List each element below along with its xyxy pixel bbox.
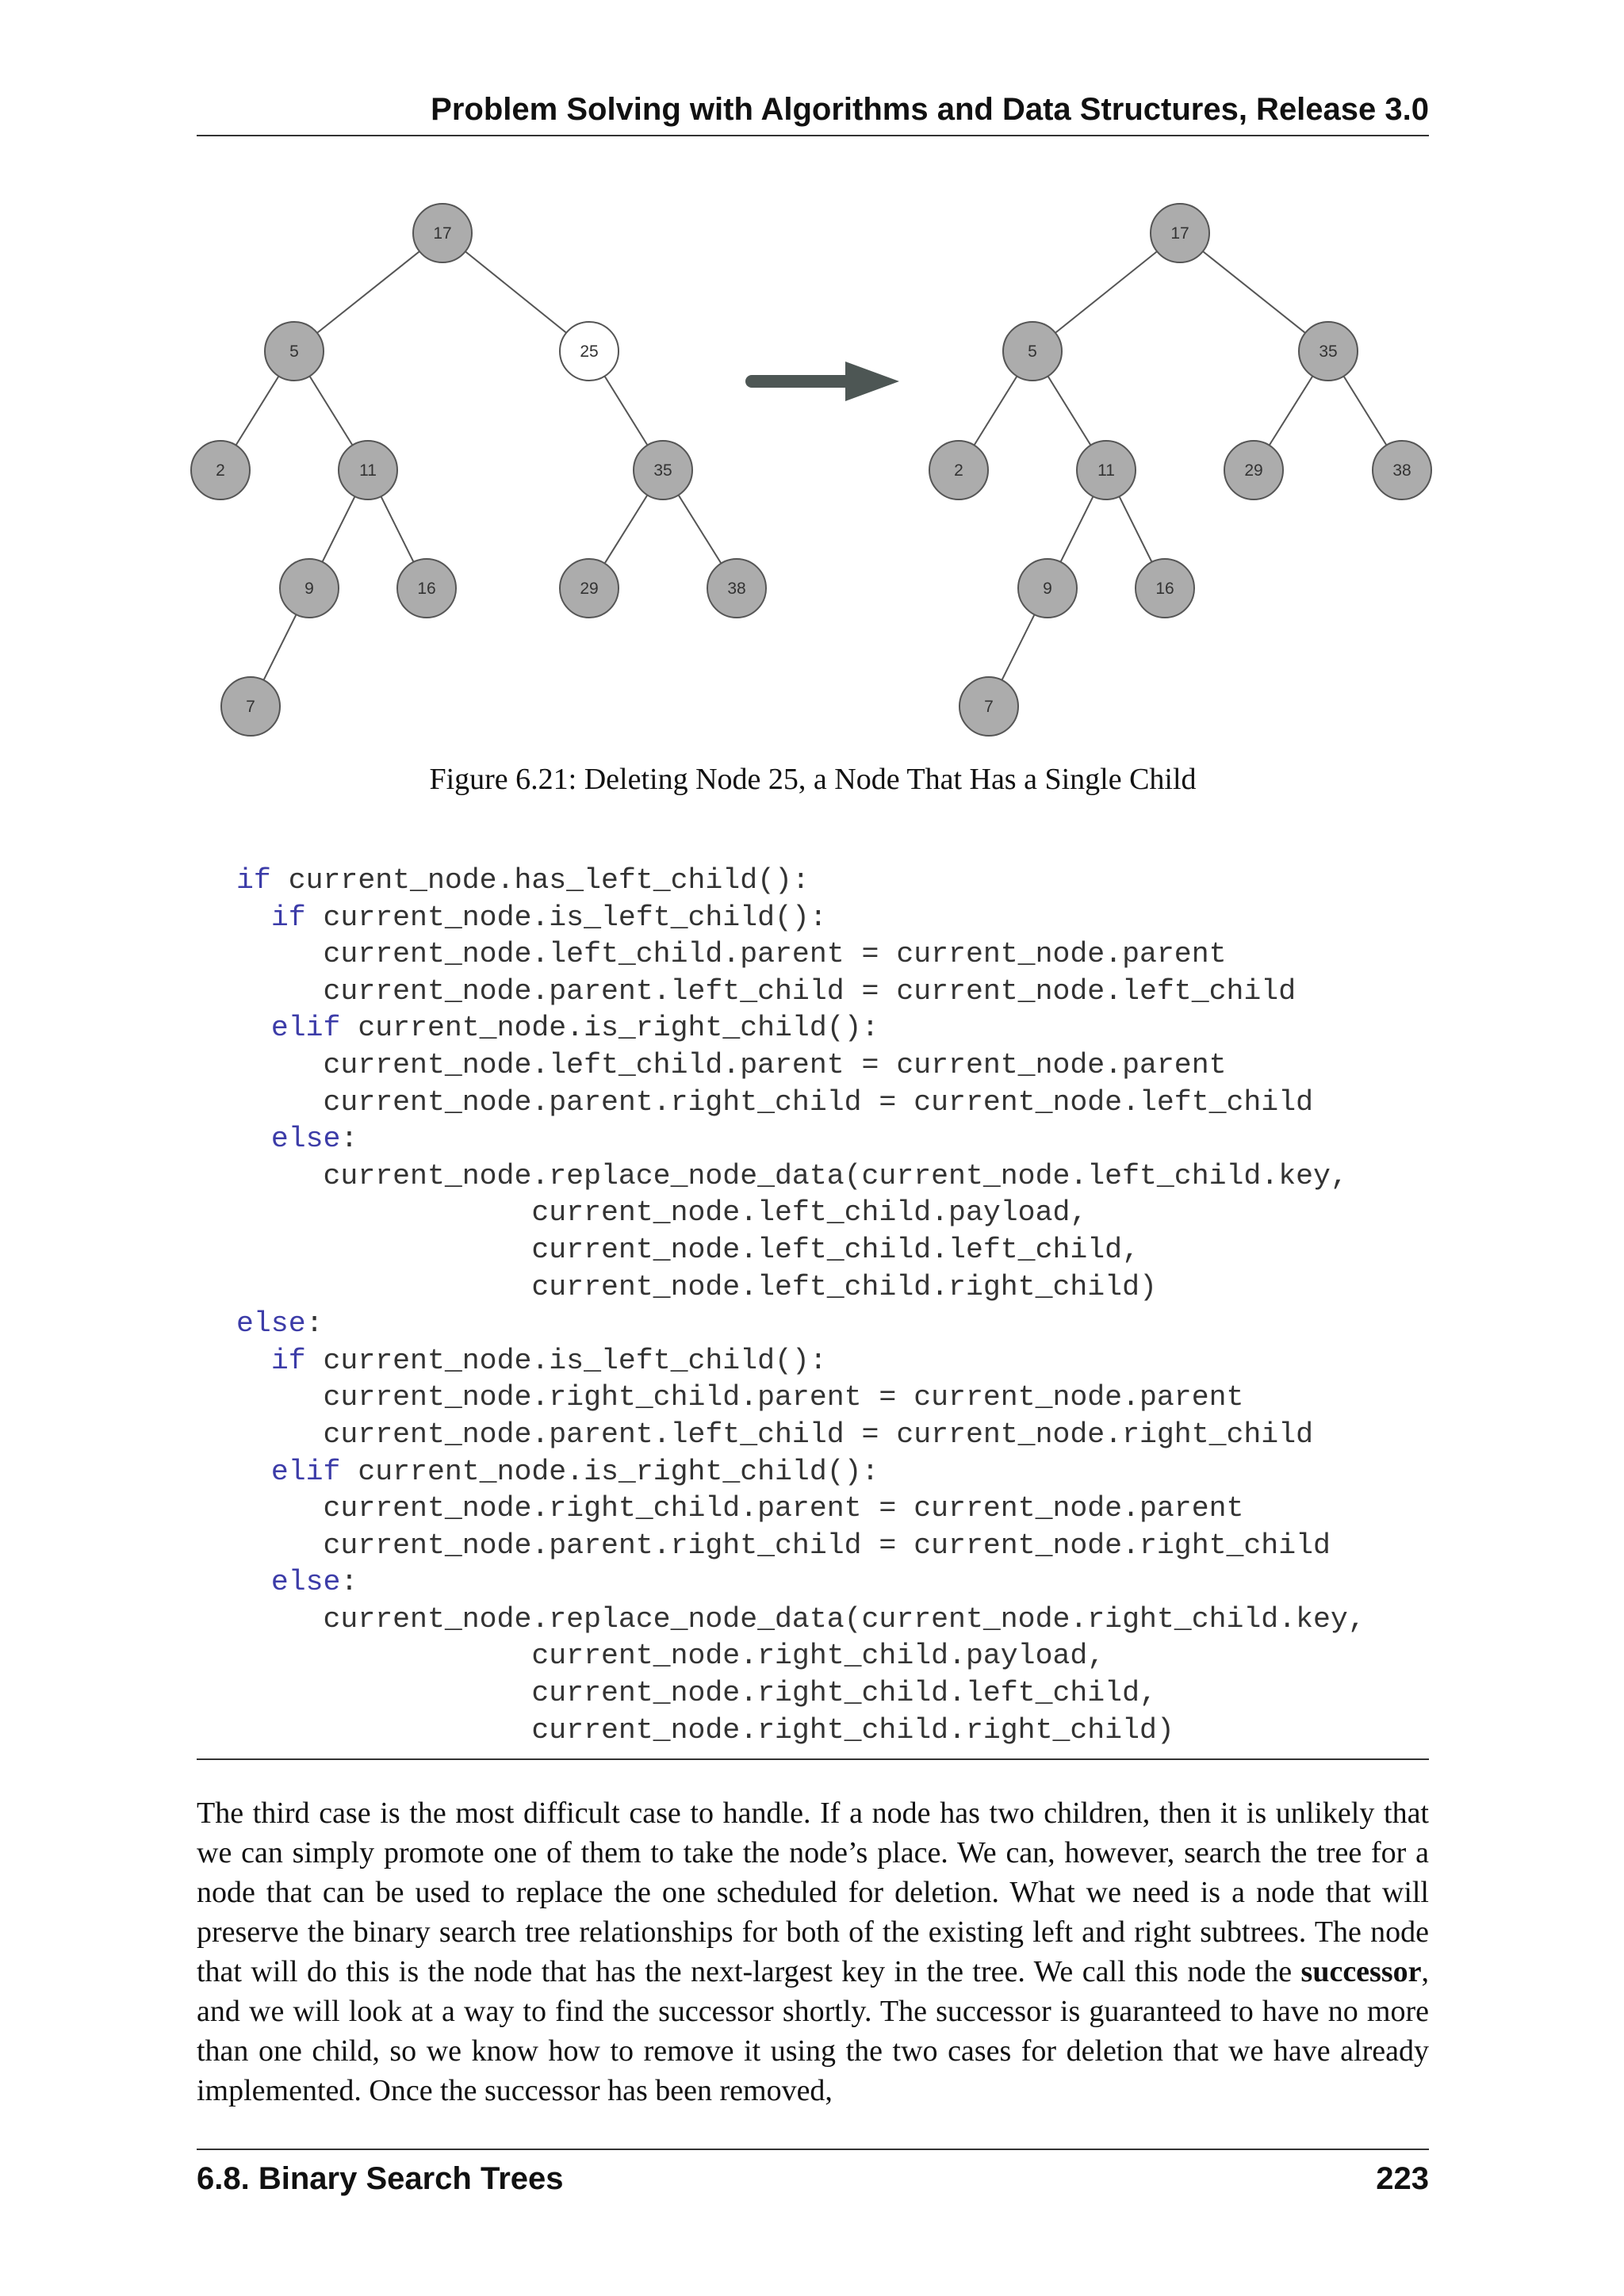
tree-node — [221, 677, 280, 736]
code-bottom-rule — [197, 1758, 1429, 1760]
code-line: elif current_node.is_right_child(): — [270, 1455, 879, 1488]
code-line: else: — [270, 1566, 358, 1599]
code-line: current_node.right_child.right_child) — [236, 1713, 1174, 1747]
node-label: 17 — [433, 224, 452, 243]
after-tree — [929, 204, 1431, 736]
tree-node — [339, 441, 397, 499]
header-rule — [197, 135, 1429, 136]
body-paragraph — [197, 1793, 1429, 2110]
code-block — [236, 863, 1365, 1749]
tree-node — [634, 441, 692, 499]
node-label: 2 — [954, 461, 963, 480]
tree-node — [1151, 204, 1209, 262]
deleted-node — [560, 322, 619, 381]
tree-node — [707, 559, 766, 618]
node-label: 7 — [984, 698, 994, 716]
tree-node — [929, 441, 988, 499]
tree-node — [1299, 322, 1358, 381]
code-keyword: else — [236, 1307, 306, 1341]
code-keyword: else — [270, 1123, 341, 1156]
footer-rule — [197, 2149, 1429, 2150]
paragraph-text: The third case is the most difficult case to handle. If a node has two children, then it is unlikely that we can simply promote one of them to take the node’s place. We can, however, search the tree for a node that can be used to replace the one scheduled for deletion. What we need is a node that will preserve the binary search tree relationships for both of the existing left and right subtrees. The node that will do this is the node that has the next-largest key in the tree. We call this node the — [197, 1797, 1429, 1988]
code-line: current_node.right_child.parent = current_node.parent — [236, 1381, 1244, 1414]
code-keyword: elif — [270, 1455, 341, 1488]
tree-node — [1018, 559, 1077, 618]
code-line: else: — [236, 1307, 324, 1341]
node-label: 29 — [580, 580, 599, 598]
node-label: 38 — [1392, 461, 1411, 480]
tree-node — [1373, 441, 1431, 499]
page-number: 223 — [1376, 2161, 1429, 2196]
tree-node — [397, 559, 456, 618]
bst-deletion-figure — [174, 190, 1459, 745]
tree-node — [191, 441, 250, 499]
arrow-icon — [752, 362, 899, 401]
tree-node — [265, 322, 324, 381]
node-label: 5 — [289, 342, 299, 361]
node-label: 16 — [417, 580, 436, 598]
node-label: 11 — [359, 461, 377, 480]
running-header: Problem Solving with Algorithms and Data Structures, Release 3.0 — [431, 92, 1429, 127]
node-label: 7 — [246, 698, 255, 716]
node-label: 35 — [1319, 342, 1338, 361]
node-label: 9 — [1043, 580, 1052, 598]
code-line: else: — [270, 1123, 358, 1156]
code-line: current_node.parent.right_child = current_node.left_child — [236, 1085, 1314, 1119]
tree-node — [1077, 441, 1136, 499]
paragraph-text: , and we will look at a way to find the successor shortly. The successor is guaranteed to have no more than one child, so we know how to remove it using the two cases for deletion that we have already implemented. Once the successor has been removed, — [197, 1955, 1429, 2107]
node-label: 16 — [1155, 580, 1174, 598]
code-line: current_node.left_child.left_child, — [236, 1233, 1139, 1266]
tree-node — [1224, 441, 1283, 499]
code-keyword: else — [270, 1566, 341, 1599]
code-line: if current_node.is_left_child(): — [270, 1344, 827, 1377]
code-line: current_node.right_child.parent = current_node.parent — [236, 1492, 1244, 1525]
code-line: current_node.replace_node_data(current_node.right_child.key, — [236, 1602, 1365, 1636]
node-label: 11 — [1097, 461, 1115, 480]
tree-node — [1003, 322, 1062, 381]
node-label: 38 — [727, 580, 746, 598]
term-successor: successor — [1300, 1955, 1422, 1988]
code-line: current_node.replace_node_data(current_node.left_child.key, — [236, 1159, 1348, 1192]
node-label: 5 — [1028, 342, 1037, 361]
footer-section: 6.8. Binary Search Trees — [197, 2161, 564, 2196]
before-tree — [191, 204, 766, 736]
node-label: 35 — [653, 461, 672, 480]
code-line: current_node.parent.left_child = current_node.left_child — [236, 974, 1297, 1008]
node-label: 29 — [1244, 461, 1263, 480]
tree-node — [413, 204, 472, 262]
code-line: current_node.left_child.right_child) — [236, 1270, 1157, 1303]
code-line: if current_node.has_left_child(): — [236, 864, 810, 897]
node-label: 17 — [1170, 224, 1189, 243]
code-line: current_node.parent.left_child = current_node.right_child — [236, 1418, 1314, 1451]
code-keyword: if — [270, 1344, 306, 1377]
tree-node — [560, 559, 619, 618]
code-line: current_node.left_child.payload, — [236, 1196, 1088, 1230]
figure-caption: Figure 6.21: Deleting Node 25, a Node That Has a Single Child — [429, 763, 1197, 796]
tree-node — [1136, 559, 1194, 618]
code-line: current_node.right_child.payload, — [236, 1640, 1105, 1673]
code-line: elif current_node.is_right_child(): — [270, 1012, 879, 1045]
tree-node — [959, 677, 1018, 736]
code-line: current_node.right_child.left_child, — [236, 1677, 1157, 1710]
node-label: 25 — [580, 342, 599, 361]
code-line: current_node.left_child.parent = current_node.parent — [236, 938, 1227, 971]
node-label: 9 — [304, 580, 314, 598]
code-line: current_node.parent.right_child = current_node.right_child — [236, 1529, 1331, 1562]
tree-node — [280, 559, 339, 618]
node-label: 2 — [216, 461, 225, 480]
code-line: if current_node.is_left_child(): — [270, 901, 827, 934]
code-keyword: if — [236, 864, 271, 897]
code-line: current_node.left_child.parent = current_node.parent — [236, 1048, 1227, 1081]
code-keyword: if — [270, 901, 306, 934]
code-keyword: elif — [270, 1012, 341, 1045]
